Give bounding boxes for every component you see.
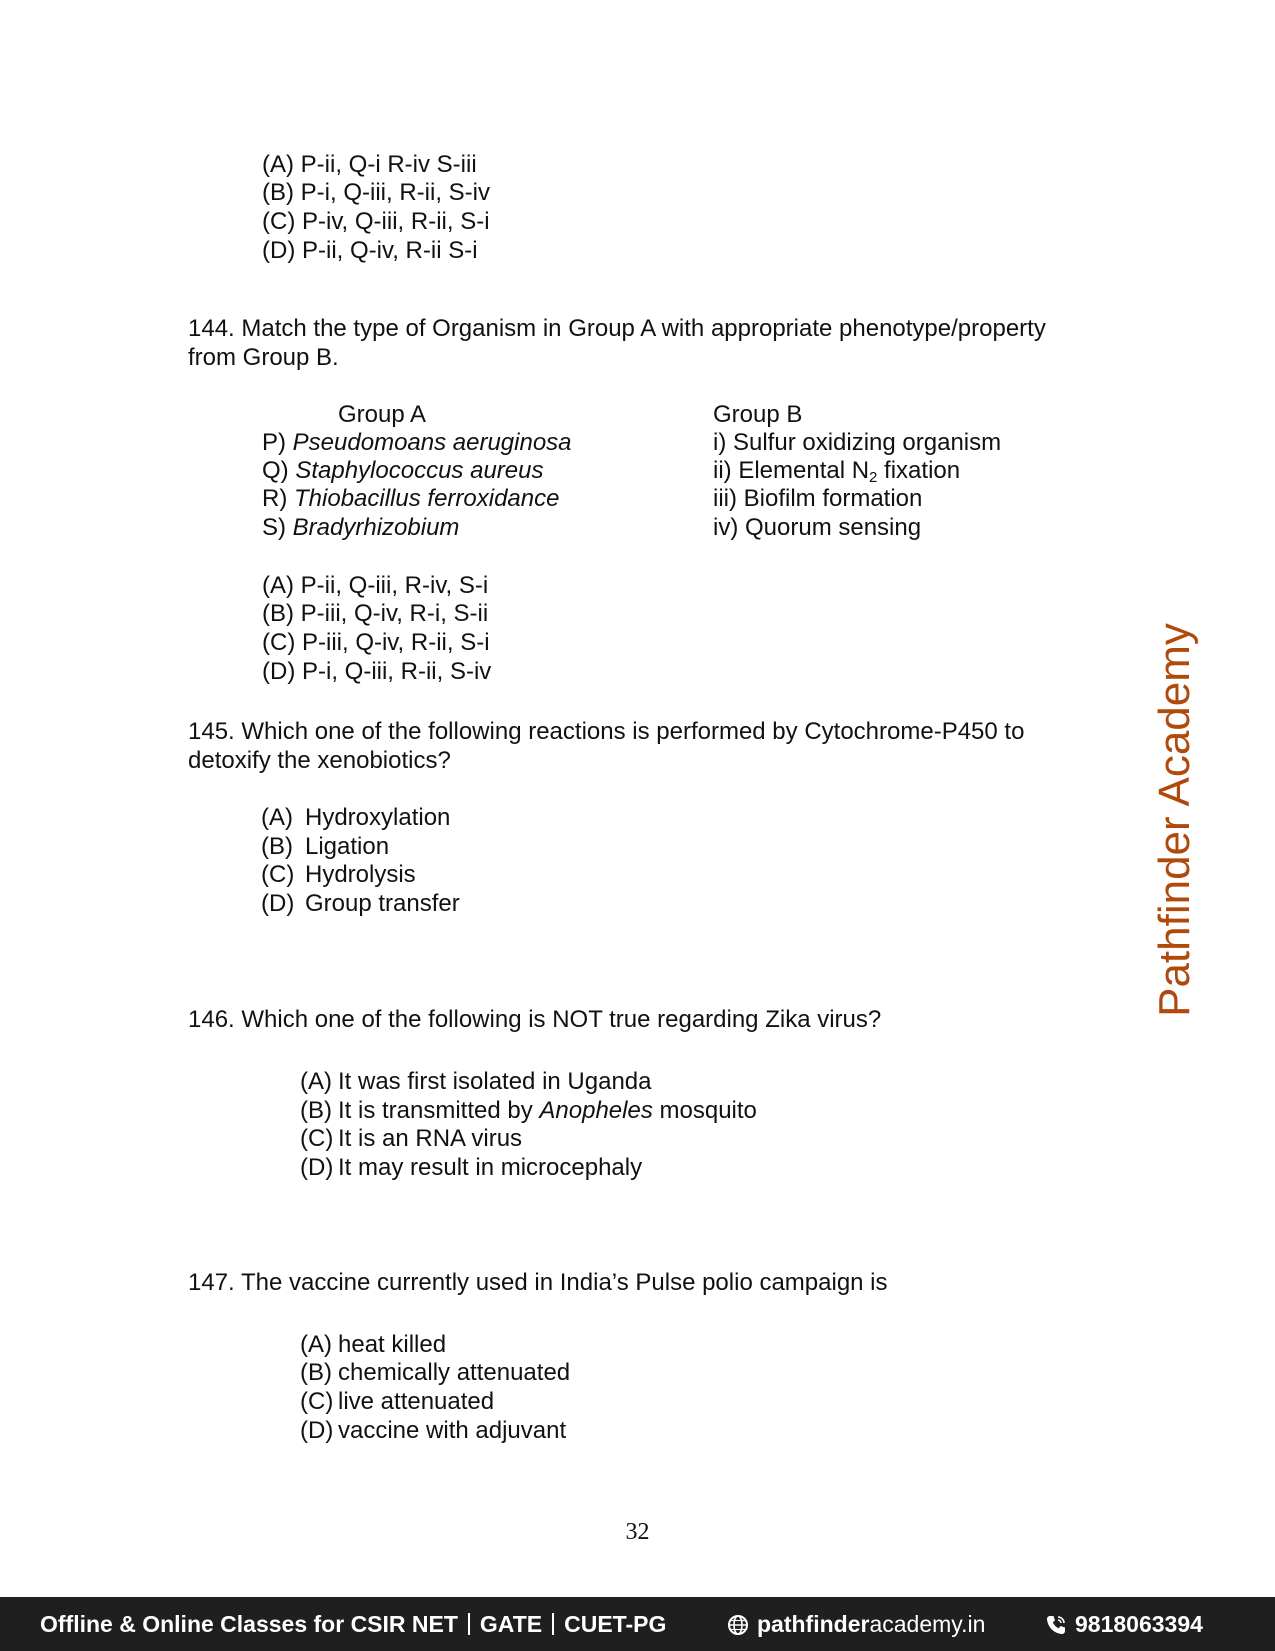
q144-option-b: (B) P-iii, Q-iv, R-i, S-ii <box>262 600 489 627</box>
q144-option-c: (C) P-iii, Q-iv, R-ii, S-i <box>262 629 490 656</box>
prev-option-c: (C) P-iv, Q-iii, R-ii, S-i <box>262 208 490 235</box>
q147-option-d: (D) vaccine with adjuvant <box>300 1417 567 1444</box>
q147-option-b: (B) chemically attenuated <box>300 1359 571 1386</box>
group-b-item-iv: iv) Quorum sensing <box>713 514 922 541</box>
group-a-item-p: P) Pseudomoans aeruginosa <box>262 429 572 456</box>
prev-option-b: (B) P-i, Q-iii, R-ii, S-iv <box>262 179 490 206</box>
q146-option-b: (B) It is transmitted by Anopheles mosquito <box>300 1097 757 1124</box>
watermark: Pathfinder Academy <box>1150 623 1199 1017</box>
q147-text: 147. The vaccine currently used in India’s Pulse polio campaign is <box>188 1269 888 1296</box>
q145-text-line2: detoxify the xenobiotics? <box>188 747 451 774</box>
q144-option-a: (A) P-ii, Q-iii, R-iv, S-i <box>262 572 489 599</box>
group-a-item-q: Q) Staphylococcus aureus <box>262 457 544 484</box>
q146-text: 146. Which one of the following is NOT true regarding Zika virus? <box>188 1006 882 1033</box>
group-a-title: Group A <box>338 401 427 428</box>
footer-website[interactable]: pathfinderacademy.in <box>727 1611 985 1641</box>
footer-bar <box>0 1597 1275 1651</box>
q145-option-c: (C) Hydrolysis <box>261 861 416 888</box>
q145-option-d: (D) Group transfer <box>261 890 460 917</box>
group-a-item-r: R) Thiobacillus ferroxidance <box>262 485 560 512</box>
q146-option-c: (C) It is an RNA virus <box>300 1125 523 1152</box>
group-b-item-iii: iii) Biofilm formation <box>713 485 923 512</box>
globe-icon <box>727 1614 749 1641</box>
q144-text-line1: 144. Match the type of Organism in Group A with appropriate phenotype/property <box>188 315 1046 342</box>
phone-icon <box>1045 1614 1067 1641</box>
group-b-item-ii: ii) Elemental $N_2$ fixation <box>713 457 961 486</box>
prev-option-d: (D) P-ii, Q-iv, R-ii S-i <box>262 237 478 264</box>
prev-option-a: (A) P-ii, Q-i R-iv S-iii <box>262 151 477 178</box>
group-b-title: Group B <box>713 401 803 428</box>
footer-phone[interactable]: 9818063394 <box>1045 1611 1203 1641</box>
q145-text-line1: 145. Which one of the following reactions is performed by Cytochrome-P450 to <box>188 718 1025 745</box>
q144-text-line2: from Group B. <box>188 344 339 371</box>
footer-classes: Offline & Online Classes for CSIR NET GATE CUET-PG <box>40 1611 667 1637</box>
q145-option-b: (B) Ligation <box>261 833 390 860</box>
q146-option-d: (D) It may result in microcephaly <box>300 1154 643 1181</box>
q145-option-a: (A) Hydroxylation <box>261 804 451 831</box>
group-a-item-s: S) Bradyrhizobium <box>262 514 460 541</box>
q147-option-c: (C) live attenuated <box>300 1388 495 1415</box>
q146-option-a: (A) It was first isolated in Uganda <box>300 1068 652 1095</box>
page-number: 32 <box>625 1519 650 1545</box>
q147-option-a: (A) heat killed <box>300 1331 447 1358</box>
group-b-item-i: i) Sulfur oxidizing organism <box>713 429 1002 456</box>
q144-option-d: (D) P-i, Q-iii, R-ii, S-iv <box>262 658 492 685</box>
